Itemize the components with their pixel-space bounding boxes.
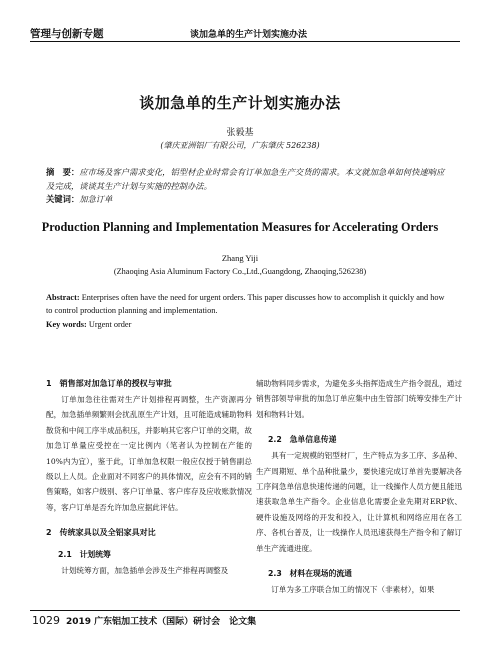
english-author: Zhang Yiji — [221, 253, 259, 263]
abstract-cn — [46, 165, 448, 193]
section-2-3-heading: 2.3 材料在现场的流通 — [268, 569, 352, 579]
section-2-2-heading: 2.2 急单信息传递 — [268, 435, 337, 445]
footer — [32, 614, 256, 627]
abstract-cn-text: 应市场及客户需求变化，铝型材企业时常会有订单加急生产交货的需求。本文就加急单如何快速响应及完成，谈谈其生产计划与实施的控制办法。 — [46, 167, 445, 191]
section-2-1-paragraph: 计划统筹方面，加急插单会涉及生产排程再调整及 — [61, 566, 229, 576]
section-2-2-paragraph: 具有一定规模的铝型材厂，生产特点为多工序、多品种、生产周期短、单个品种批量少，要快速完成订单首先要解决各工序间急单信息快速传递的问题，让一线操作人员方便且能迅速获取急单生产指令。企业信息化需要企业先期对ERP软、硬件设施及网络的开发和投入，让计算机和网络应用在各工序、各机台普及，让一线操作人员迅速获得生产指令和了解订单生产流通进度。 — [256, 451, 462, 553]
section-2-1-heading: 2.1 计划统筹 — [58, 550, 111, 560]
header-running-title: 谈加急单的生产计划实施办法 — [190, 30, 308, 40]
author: 张毅基 — [226, 128, 254, 138]
section-1-paragraph: 订单加急往往需对生产计划排程再调整，生产资源再分配，加急插单频繁则会扰乱原生产计划，且可能造成辅助物料散货和中间工序半成品积压，并影响其它客户订单的交期，故加急订单量应受控在一定比例内（笔者认为控制在产能的10%内为宜），鉴于此，订单加急权限一般应仅授于销售副总级以上人员。企业面对不同客户的具体情况，应会有不同的销售策略，如客户级别、客户订单量、客户库存及应收账款情况等，客户订单是否允许加急应据此评估。 — [46, 395, 252, 512]
english-affiliation: (Zhaoqing Asia Aluminum Factory Co.,Ltd.,Guangdong, Zhaoqing,526238) — [113, 267, 367, 276]
affiliation: (肇庆亚洲铝厂有限公司，广东肇庆 526238) — [160, 141, 320, 150]
keywords-cn-label: 关键词： — [46, 194, 80, 204]
page-number: 1029 — [32, 614, 60, 627]
footer-rule — [30, 610, 460, 611]
english-keywords-text: Urgent order — [88, 320, 132, 329]
english-abstract-label: Abstract: — [46, 293, 80, 302]
paper-title: 谈加急单的生产计划实施办法 — [139, 94, 341, 112]
header-section: 管理与创新专题 — [30, 28, 104, 40]
abstract-cn-label: 摘 要： — [46, 167, 80, 177]
keywords-cn-text: 加急订单 — [79, 194, 113, 204]
english-abstract-text: Enterprises often have the need for urgent orders. This paper discusses how to accomplish it quickly and how to control production planning and implementation. — [46, 293, 445, 315]
section-2-1-continued: 辅助物料同步需求，为避免多头指挥造成生产指令混乱，通过销售部领导审批的加急订单应集中由生管部门统筹安排生产计划和物料计划。 — [256, 379, 462, 419]
body-column-right — [256, 376, 462, 597]
english-title: Production Planning and Implementation Measures for Accelerating Orders — [41, 220, 439, 234]
running-header — [30, 26, 460, 42]
english-keywords — [46, 320, 448, 329]
section-2-heading: 2 传统家具以及全铝家具对比 — [46, 528, 156, 538]
section-2-3-paragraph: 订单为多工序联合加工的情况下（非素材），如果 — [271, 585, 435, 595]
english-keywords-label: Key words: — [46, 320, 87, 329]
footer-text: 2019 广东铝加工技术（国际）研讨会 论文集 — [66, 617, 257, 627]
section-1-heading: 1 销售部对加急订单的授权与审批 — [46, 379, 172, 388]
keywords-cn — [46, 193, 448, 205]
header-rule — [30, 41, 460, 42]
body-column-left — [46, 376, 252, 579]
english-abstract — [46, 291, 448, 317]
